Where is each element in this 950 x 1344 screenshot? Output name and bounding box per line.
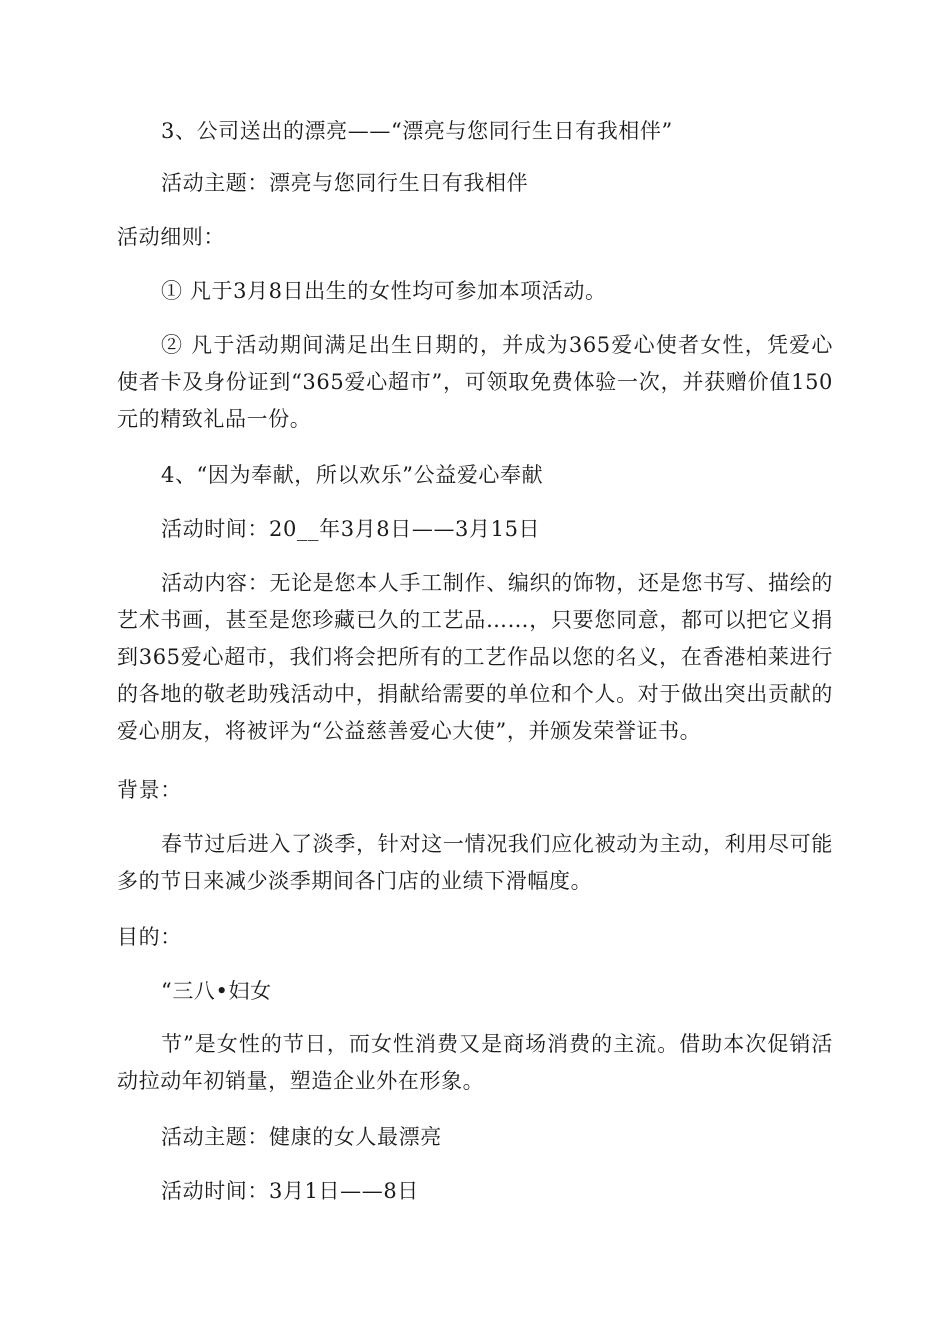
activity-theme-1: 活动主题：漂亮与您同行生日有我相伴	[161, 171, 529, 195]
activity-content: 活动内容：无论是您本人手工制作、编织的饰物，还是您书写、描绘的艺术书画，甚至是您珍藏已久的工艺品……，只要您同意，都可以把它义捐到365爱心超市，我们将会把所有的工艺作品以您的名义，在香港柏莱进行的各地的敬老助残活动中，捐献给需要的单位和个人。对于做出突出贡献的爱心朋友，将被评为“公益慈善爱心大使”，并颁发荣誉证书。	[117, 571, 833, 743]
background-heading: 背景：	[117, 778, 182, 802]
section-3-heading: 3、公司送出的漂亮——“漂亮与您同行生日有我相伴”	[161, 119, 673, 143]
activity-rules-heading: 活动细则：	[117, 225, 225, 249]
purpose-line-1: “三八•妇女	[161, 979, 272, 1003]
purpose-heading: 目的：	[117, 925, 182, 949]
purpose-text: 节”是女性的节日，而女性消费又是商场消费的主流。借助本次促销活动拉动年初销量，塑造企业外在形象。	[117, 1032, 833, 1093]
rule-item-2: ② 凡于活动期间满足出生日期的，并成为365爱心使者女性，凭爱心使者卡及身份证到“365爱心超市”，可领取免费体验一次，并获赠价值150元的精致礼品一份。	[117, 333, 833, 431]
rule-item-1: ① 凡于3月8日出生的女性均可参加本项活动。	[161, 279, 607, 303]
activity-time-2: 活动时间：3月1日——8日	[161, 1179, 419, 1203]
activity-theme-2: 活动主题：健康的女人最漂亮	[161, 1125, 442, 1149]
background-text: 春节过后进入了淡季，针对这一情况我们应化被动为主动，利用尽可能多的节日来减少淡季期间各门店的业绩下滑幅度。	[117, 832, 833, 893]
section-4-heading: 4、“因为奉献，所以欢乐”公益爱心奉献	[161, 463, 544, 487]
activity-time-1: 活动时间：20__年3月8日——3月15日	[161, 517, 541, 541]
